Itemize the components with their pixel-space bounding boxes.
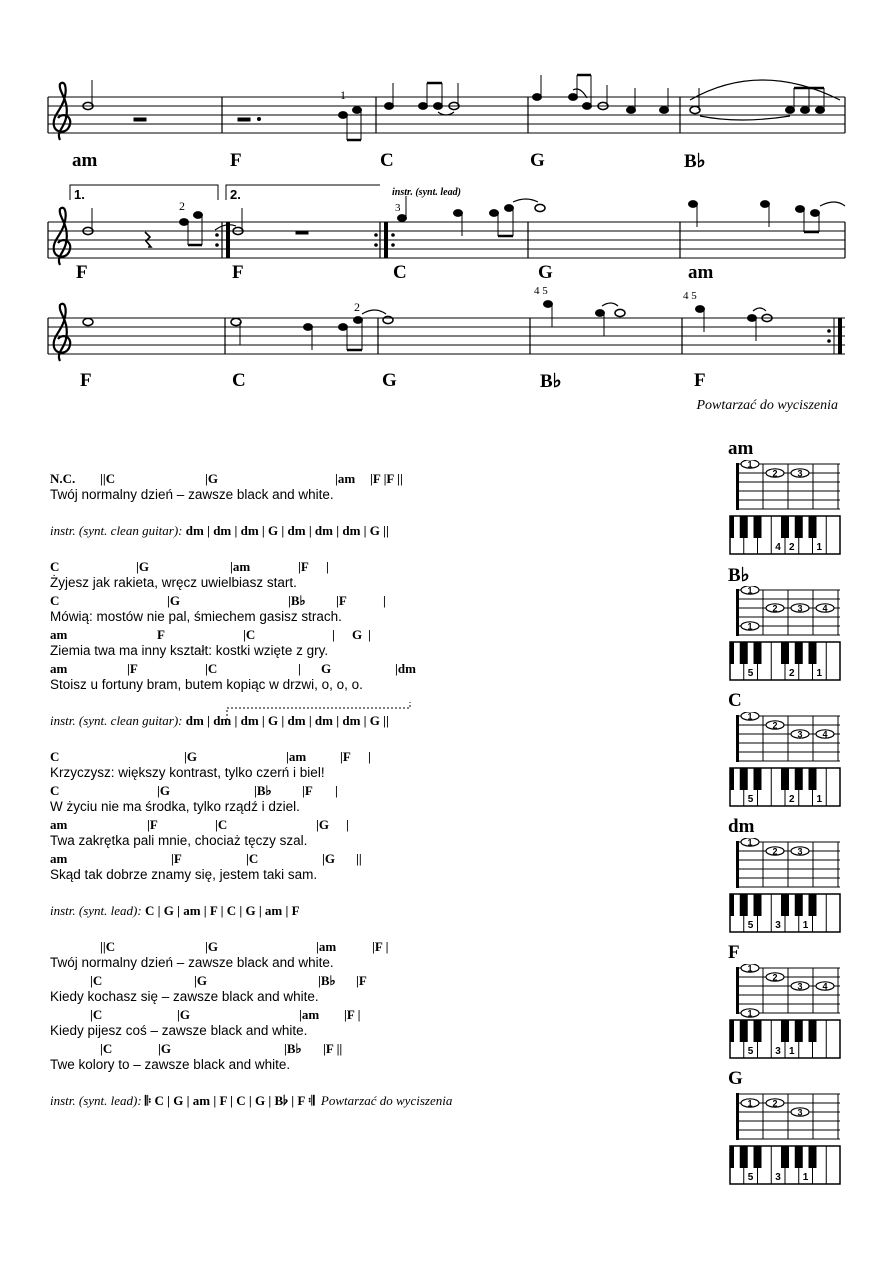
- chord-symbol: |am: [335, 471, 356, 486]
- chord-symbol: |G: [205, 939, 218, 954]
- chord-symbol: |F: [356, 973, 367, 988]
- chord-symbol: |F |: [372, 939, 389, 954]
- chord-symbol: N.C.: [50, 471, 76, 486]
- chord-line: [50, 973, 700, 989]
- staff-chord-name: B♭: [540, 371, 562, 392]
- lyric-line: Twe kolory to – zawsze black and white.: [50, 1057, 291, 1072]
- finger-number: 1: [747, 712, 753, 722]
- finger-number: 2: [772, 720, 778, 731]
- finger-number: 2: [772, 468, 778, 479]
- chord-symbol: |: [298, 661, 301, 676]
- staff-chord-name: C: [232, 370, 246, 391]
- lyric-line: Mówią: mostów nie pal, śmiechem gasisz strach.: [50, 609, 342, 624]
- instrumental-chords: dm | dm | dm | G | dm | dm | dm | G ||: [185, 713, 389, 728]
- chord-symbol: |: [326, 559, 329, 574]
- lyric-line: Kiedy pijesz coś – zawsze black and white.: [50, 1023, 308, 1038]
- chord-symbol: |am: [299, 1007, 320, 1022]
- finger-number: 3: [797, 729, 803, 740]
- chord-symbol: |am: [286, 749, 307, 764]
- key-finger-number: 2: [789, 794, 795, 805]
- finger-number: 4: [822, 729, 828, 740]
- chord-line: [50, 1041, 700, 1057]
- chord-symbol: |F: [302, 783, 313, 798]
- key-finger-number: 5: [747, 668, 754, 679]
- chord-diagrams: [728, 438, 843, 1194]
- chord-symbol: |G: [136, 559, 149, 574]
- spacer: [50, 1075, 700, 1093]
- chord-symbol: |C: [205, 661, 218, 676]
- chord-symbol: |G: [316, 817, 329, 832]
- lyric-line: Twój normalny dzień – zawsze black and white.: [50, 955, 334, 970]
- instrumental-label: instr. (synt. lead):: [50, 903, 142, 918]
- instrumental-line: [50, 523, 700, 541]
- chord-symbol: am: [50, 661, 68, 676]
- chord-symbol: |C: [90, 1007, 103, 1022]
- key-finger-number: 1: [816, 794, 823, 805]
- finger-number: 1: [747, 964, 753, 974]
- key-finger-number: 3: [775, 1046, 781, 1057]
- key-finger-number: 4: [775, 542, 781, 553]
- chord-symbol: |F: [340, 749, 351, 764]
- lyric-line: Krzyczysz: większy kontrast, tylko czerń i biel!: [50, 765, 325, 780]
- fingering-number: 1: [340, 88, 346, 102]
- dashed-bracket: [225, 700, 415, 722]
- lyric-line: Twój normalny dzień – zawsze black and white.: [50, 487, 334, 502]
- chord-diagram-title: F: [728, 942, 740, 963]
- finger-number: 4: [822, 981, 828, 992]
- chord-line: [50, 817, 700, 833]
- lyric-line: Twa zakrętka pali mnie, chociaż tęczy szal.: [50, 833, 308, 848]
- chord-symbol: am: [50, 851, 68, 866]
- key-finger-number: 3: [775, 1172, 781, 1183]
- spacer: [50, 541, 700, 559]
- instrumental-chords: C | G | am | F | C | G | am | F: [144, 903, 300, 918]
- chord-symbol: |F: [147, 817, 158, 832]
- chord-diagram: [728, 942, 843, 1068]
- chord-symbol: am: [50, 627, 68, 642]
- chord-symbol: |: [335, 783, 338, 798]
- instrumental-label: instr. (synt. clean guitar):: [50, 523, 183, 538]
- lyric-line: Kiedy kochasz się – zawsze black and white.: [50, 989, 319, 1004]
- chord-symbol: |B♭: [284, 1041, 302, 1056]
- finger-number: 2: [772, 603, 778, 614]
- chord-symbol: C: [50, 593, 60, 608]
- chord-symbol: |C: [215, 817, 228, 832]
- lyric-line: Ziemia twa ma inny kształt: kostki wzięte z gry.: [50, 643, 329, 658]
- staff-chord-name: F: [230, 150, 242, 171]
- finger-number: 3: [797, 1107, 803, 1118]
- chord-symbol: |F: [336, 593, 347, 608]
- chord-symbol: |C: [243, 627, 256, 642]
- staff-chord-name: am: [688, 262, 714, 283]
- staff-chord-name: am: [72, 150, 98, 171]
- chord-symbol: |C: [90, 973, 103, 988]
- finger-number: 1: [747, 838, 753, 848]
- chord-symbol: |C: [100, 1041, 113, 1056]
- finger-number: 1: [747, 1098, 753, 1109]
- key-finger-number: 1: [816, 542, 823, 553]
- key-finger-number: 5: [747, 1172, 754, 1183]
- chord-symbol: G: [321, 661, 332, 676]
- chord-symbol: |C: [246, 851, 259, 866]
- volta-2-label: 2.: [230, 187, 241, 202]
- chord-line: [50, 1007, 700, 1023]
- fingering-number: 4 5: [683, 290, 697, 302]
- finger-number: 1: [747, 586, 753, 596]
- chord-symbol: C: [50, 783, 60, 798]
- finger-number: 1: [747, 460, 753, 470]
- chord-symbol: |: [383, 593, 386, 608]
- chord-symbol: ||: [356, 851, 362, 866]
- chord-symbol: |: [368, 749, 371, 764]
- key-finger-number: 5: [747, 1046, 754, 1057]
- finger-number: 3: [797, 603, 803, 614]
- chord-symbol: |F ||: [323, 1041, 343, 1056]
- chord-line: [50, 851, 700, 867]
- chord-symbol: |F |: [344, 1007, 361, 1022]
- chord-line: [50, 627, 700, 643]
- chord-symbol: |G: [157, 783, 170, 798]
- chord-line: [50, 661, 700, 677]
- chord-diagram-title: am: [728, 438, 754, 459]
- chord-diagram-title: dm: [728, 816, 755, 837]
- chord-symbol: |dm: [395, 661, 416, 676]
- chord-symbol: |G: [158, 1041, 171, 1056]
- chord-symbol: |F: [298, 559, 309, 574]
- chord-symbol: C: [50, 559, 60, 574]
- instrumental-chords: dm | dm | dm | G | dm | dm | dm | G ||: [185, 523, 389, 538]
- key-finger-number: 3: [775, 920, 781, 931]
- chord-symbol: |: [346, 817, 349, 832]
- chord-line: [50, 939, 700, 955]
- chord-symbol: G: [352, 627, 363, 642]
- lyrics-section: [50, 471, 700, 1111]
- instrumental-chords: 𝄆 C | G | am | F | C | G | B♭ | F 𝄇: [144, 1093, 315, 1108]
- chord-diagram: [728, 564, 843, 690]
- chord-symbol: |G: [194, 973, 207, 988]
- staff-chord-name: C: [393, 262, 407, 283]
- finger-number: 2: [772, 846, 778, 857]
- fingering-number: 3: [395, 202, 401, 214]
- spacer: [50, 505, 700, 523]
- staff-chord-name: B♭: [684, 151, 706, 172]
- instrumental-line: [50, 1093, 700, 1111]
- fingering-number: 2: [179, 199, 185, 213]
- staff-chord-name: F: [76, 262, 88, 283]
- chord-symbol: |F: [127, 661, 138, 676]
- fretboard-diagram: [728, 964, 843, 1064]
- finger-number: 2: [772, 972, 778, 983]
- chord-diagram-title: B♭: [728, 565, 750, 586]
- chord-symbol: |G: [167, 593, 180, 608]
- instr-label: instr. (synt. lead): [392, 187, 461, 198]
- chord-symbol: |: [368, 627, 371, 642]
- chord-symbol: |G: [322, 851, 335, 866]
- instrumental-label: instr. (synt. clean guitar):: [50, 713, 183, 728]
- music-score: [0, 0, 893, 400]
- chord-symbol: am: [50, 817, 68, 832]
- chord-diagram: [728, 438, 843, 564]
- chord-symbol: |: [332, 627, 335, 642]
- lyric-line: Skąd tak dobrze znamy się, jestem taki sam.: [50, 867, 318, 882]
- lyric-line: Stoisz u fortuny bram, butem kopiąc w drzwi, o, o, o.: [50, 677, 363, 692]
- instrumental-label: instr. (synt. lead):: [50, 1093, 142, 1108]
- chord-line: [50, 749, 700, 765]
- key-finger-number: 1: [802, 920, 809, 931]
- finger-number: 1: [747, 1008, 753, 1019]
- finger-number: 3: [797, 981, 803, 992]
- finger-number: 2: [772, 1098, 778, 1109]
- spacer: [50, 731, 700, 749]
- staff-chord-name: F: [694, 370, 706, 391]
- chord-symbol: |B♭: [288, 593, 306, 608]
- fretboard-diagram: [728, 712, 843, 812]
- key-finger-number: 5: [747, 920, 754, 931]
- staff-chord-name: F: [232, 262, 244, 283]
- key-finger-number: 5: [747, 794, 754, 805]
- staff-chord-name: F: [80, 370, 92, 391]
- chord-line: [50, 783, 700, 799]
- instrumental-suffix: Powtarzać do wyciszenia: [314, 1093, 453, 1108]
- staff-chord-name: C: [380, 150, 394, 171]
- instrumental-line: [50, 903, 700, 921]
- chord-diagram: [728, 1068, 843, 1194]
- chord-symbol: |G: [205, 471, 218, 486]
- staff-chord-name: G: [530, 150, 545, 171]
- fretboard-diagram: [728, 838, 843, 938]
- fingering-number: 4 5: [534, 285, 548, 297]
- key-finger-number: 1: [789, 1046, 795, 1057]
- lyric-line: W życiu nie ma środka, tylko rządź i dziel.: [50, 799, 300, 814]
- chord-line: [50, 471, 700, 487]
- chord-symbol: C: [50, 749, 60, 764]
- chord-symbol: |am: [230, 559, 251, 574]
- finger-number: 4: [822, 603, 828, 614]
- staff-chord-name: G: [538, 262, 553, 283]
- chord-symbol: |F: [171, 851, 182, 866]
- finger-number: 3: [797, 846, 803, 857]
- repeat-note: Powtarzać do wyciszenia: [696, 398, 838, 413]
- volta-1-label: 1.: [74, 187, 85, 202]
- chord-diagram: [728, 690, 843, 816]
- fretboard-diagram: [728, 460, 843, 560]
- spacer: [50, 921, 700, 939]
- chord-diagram-title: C: [728, 690, 742, 711]
- fingering-number: 2: [354, 300, 360, 314]
- chord-symbol: |G: [177, 1007, 190, 1022]
- key-finger-number: 1: [802, 1172, 809, 1183]
- chord-diagram: [728, 816, 843, 942]
- chord-line: [50, 593, 700, 609]
- chord-symbol: |am: [316, 939, 337, 954]
- finger-number: 1: [747, 621, 753, 632]
- fretboard-diagram: [728, 1090, 843, 1190]
- chord-symbol: F: [157, 627, 165, 642]
- key-finger-number: 1: [816, 668, 823, 679]
- fretboard-diagram: [728, 586, 843, 686]
- chord-symbol: |B♭: [318, 973, 336, 988]
- chord-symbol: |G: [184, 749, 197, 764]
- staff-chord-name: G: [382, 370, 397, 391]
- chord-symbol: ||C: [100, 939, 116, 954]
- chord-symbol: |F |F ||: [370, 471, 403, 486]
- chord-line: [50, 559, 700, 575]
- spacer: [50, 885, 700, 903]
- chord-diagram-title: G: [728, 1068, 743, 1089]
- key-finger-number: 2: [789, 542, 795, 553]
- chord-symbol: |B♭: [254, 783, 272, 798]
- lyric-line: Żyjesz jak rakieta, wręcz uwielbiasz start.: [50, 575, 297, 590]
- chord-symbol: ||C: [100, 471, 116, 486]
- finger-number: 3: [797, 468, 803, 479]
- key-finger-number: 2: [789, 668, 795, 679]
